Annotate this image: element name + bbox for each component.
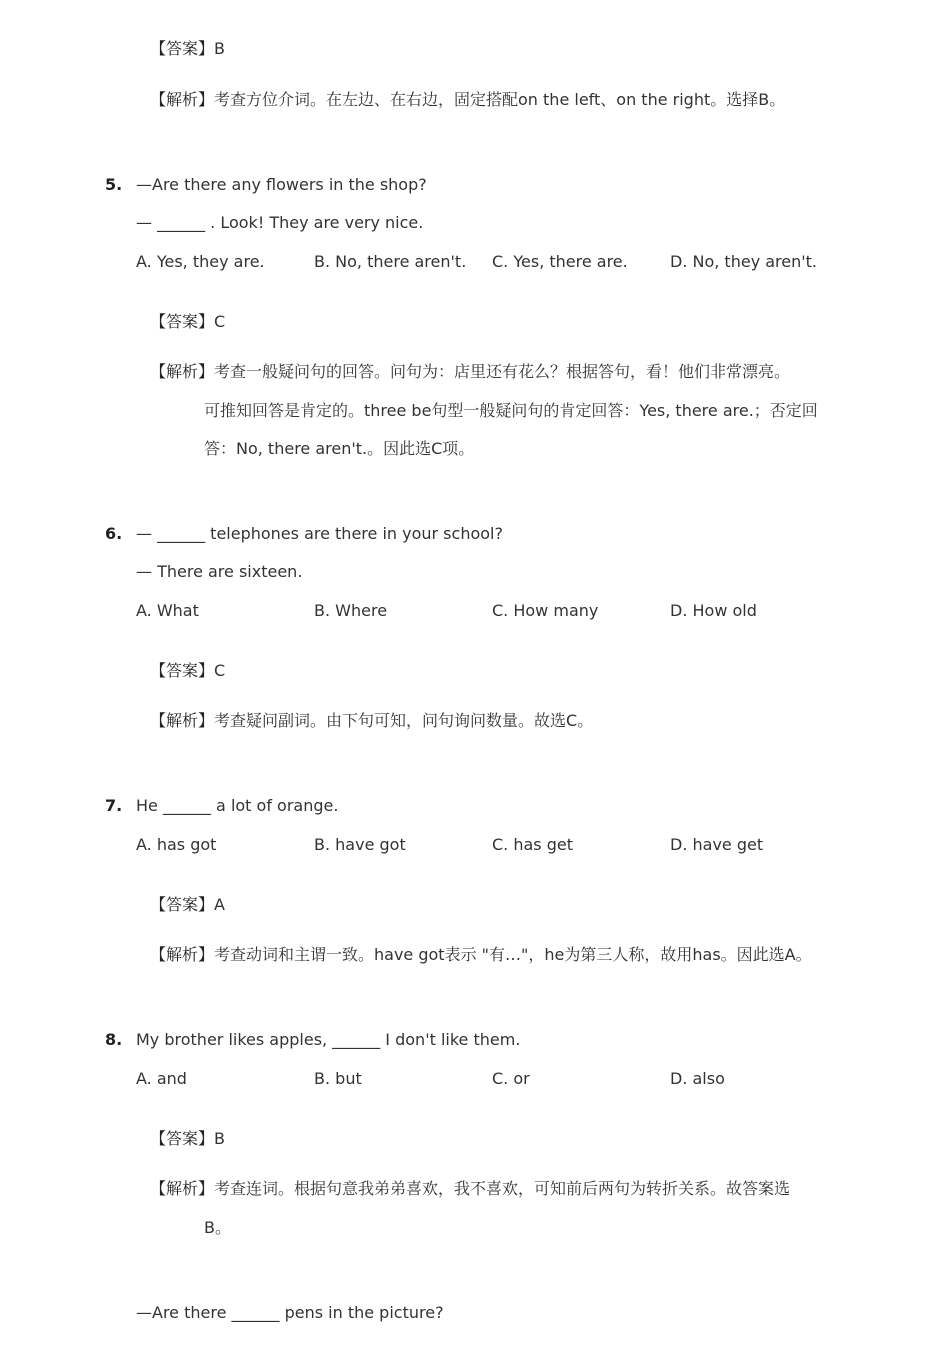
- option-d: D. have get: [670, 835, 764, 854]
- answer-line: [150, 39, 225, 59]
- answer-line: [150, 661, 225, 681]
- answer-value: C: [214, 661, 226, 680]
- answer-value: B: [214, 39, 225, 58]
- answer-label: 【答案】: [150, 895, 215, 914]
- question-number: 8.: [105, 1030, 123, 1049]
- option-a: A. has got: [136, 835, 217, 854]
- explanation-label: 【解析】: [150, 362, 215, 381]
- question-number: 7.: [105, 796, 123, 815]
- question-text: —Are there ______ pens in the picture?: [136, 1303, 444, 1322]
- explanation-text: B。: [204, 1218, 231, 1237]
- option-b: B. but: [314, 1069, 362, 1088]
- option-c: C. How many: [492, 601, 599, 620]
- answer-label: 【答案】: [150, 39, 215, 58]
- explanation-text: 考查疑问副词。由下句可知，问句询问数量。故选C。: [214, 711, 594, 730]
- answer-line: [150, 1129, 225, 1149]
- question-text: My brother likes apples, ______ I don't like them.: [136, 1030, 521, 1049]
- option-a: A. Yes, they are.: [136, 252, 265, 271]
- explanation-text: 考查方位介词。在左边、在右边，固定搭配on the left、on the right。选择B。: [214, 90, 786, 109]
- explanation-text: 考查连词。根据句意我弟弟喜欢，我不喜欢，可知前后两句为转折关系。故答案选: [214, 1179, 791, 1198]
- question-number: 6.: [105, 524, 123, 543]
- option-d: D. also: [670, 1069, 725, 1088]
- explanation-text: 考查动词和主谓一致。have got表示 "有…"，he为第三人称，故用has。因此选A。: [214, 945, 812, 964]
- option-d: D. How old: [670, 601, 757, 620]
- explanation-label: 【解析】: [150, 945, 215, 964]
- question-text: — There are sixteen.: [136, 562, 303, 581]
- answer-line: [150, 895, 225, 915]
- answer-label: 【答案】: [150, 1129, 215, 1148]
- option-a: A. and: [136, 1069, 187, 1088]
- explanation-label: 【解析】: [150, 711, 215, 730]
- option-a: A. What: [136, 601, 199, 620]
- question-text: — ______ . Look! They are very nice.: [136, 213, 424, 232]
- option-d: D. No, they aren't.: [670, 252, 818, 271]
- explanation-line: [150, 711, 593, 731]
- explanation-label: 【解析】: [150, 90, 215, 109]
- option-c: C. has get: [492, 835, 573, 854]
- explanation-text: 考查一般疑问句的回答。问句为：店里还有花么？根据答句，看！他们非常漂亮。: [214, 362, 791, 381]
- explanation-line: [150, 1179, 790, 1199]
- option-c: C. or: [492, 1069, 530, 1088]
- explanation-text: 可推知回答是肯定的。three be句型一般疑问句的肯定回答：Yes, there are.；否定回: [204, 401, 818, 420]
- answer-value: C: [214, 312, 226, 331]
- answer-value: A: [214, 895, 225, 914]
- answer-line: [150, 312, 225, 332]
- explanation-text: 答：No, there aren't.。因此选C项。: [204, 439, 475, 458]
- question-text: He ______ a lot of orange.: [136, 796, 339, 815]
- answer-label: 【答案】: [150, 312, 215, 331]
- answer-label: 【答案】: [150, 661, 215, 680]
- question-number: 5.: [105, 175, 123, 194]
- option-b: B. No, there aren't.: [314, 252, 467, 271]
- question-text: —Are there any flowers in the shop?: [136, 175, 427, 194]
- explanation-line: [150, 362, 790, 382]
- option-c: C. Yes, there are.: [492, 252, 628, 271]
- explanation-line: [150, 90, 785, 110]
- question-text: — ______ telephones are there in your school?: [136, 524, 503, 543]
- explanation-line: [150, 945, 812, 965]
- option-b: B. have got: [314, 835, 406, 854]
- option-b: B. Where: [314, 601, 388, 620]
- explanation-label: 【解析】: [150, 1179, 215, 1198]
- answer-value: B: [214, 1129, 225, 1148]
